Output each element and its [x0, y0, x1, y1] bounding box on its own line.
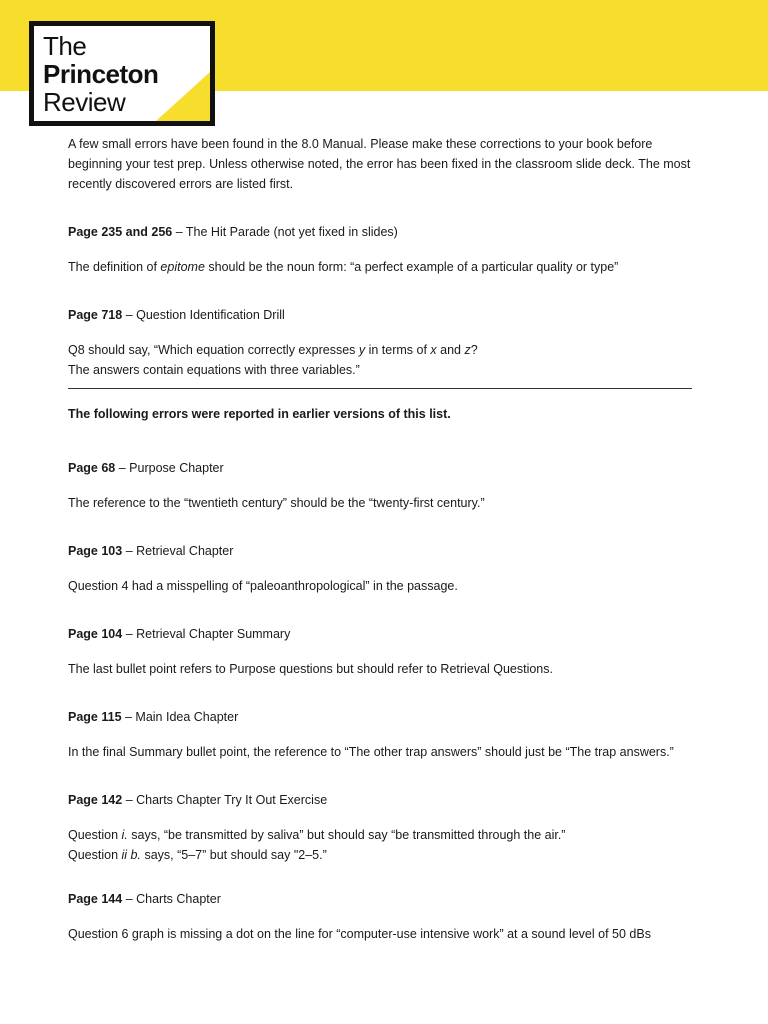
section-name: – Main Idea Chapter	[121, 710, 239, 724]
section-name: – Question Identification Drill	[122, 308, 285, 322]
text-part: and	[436, 343, 465, 357]
logo-text-the: The	[43, 31, 87, 61]
errata-content	[68, 134, 708, 944]
section-name: – Charts Chapter Try It Out Exercise	[122, 793, 328, 807]
entry-text-line2: The answers contain equations with three variables.”	[68, 363, 360, 377]
page-ref: Page 235 and 256	[68, 225, 173, 239]
section-name: – The Hit Parade (not yet fixed in slides)	[172, 225, 398, 239]
page-ref: Page 142	[68, 793, 123, 807]
text-part: in terms of	[365, 343, 431, 357]
text-part: ?	[470, 343, 478, 357]
section-name: – Retrieval Chapter	[122, 544, 234, 558]
entry-text: In the final Summary bullet point, the reference to “The other trap answers” should just be “The trap answers.”	[68, 745, 674, 759]
text-part: says, “be transmitted by saliva” but should say “be transmitted through the air.”	[127, 828, 566, 842]
item-numeral: ii b.	[121, 848, 141, 862]
page-ref: Page 103	[68, 544, 123, 558]
entry-heading	[68, 541, 708, 561]
section-name: – Charts Chapter	[122, 892, 221, 906]
page-ref: Page 144	[68, 892, 123, 906]
variable-y: y	[358, 343, 366, 357]
page-ref: Page 68	[68, 461, 116, 475]
logo-text-princeton: Princeton	[43, 59, 159, 89]
entry-text	[68, 257, 708, 277]
page-ref: Page 718	[68, 308, 123, 322]
entry-heading	[68, 305, 708, 325]
intro-paragraph: A few small errors have been found in the 8.0 Manual. Please make these corrections to your book before beginning your test prep. Unless otherwise noted, the error has been fixed in the classroom slide deck. The most recently discovered errors are listed first.	[68, 137, 691, 191]
entry-heading	[68, 458, 708, 478]
entry-text: The last bullet point refers to Purpose questions but should refer to Retrieval Questions.	[68, 662, 553, 676]
entry-text	[68, 825, 708, 845]
text-part: Question	[68, 828, 122, 842]
entry-text	[68, 340, 708, 360]
entry-text-line2	[68, 845, 708, 865]
variable-x: x	[430, 343, 437, 357]
text-part: Question	[68, 848, 122, 862]
logo-text-review: Review	[43, 87, 126, 117]
divider-line	[68, 388, 692, 389]
entry-heading	[68, 624, 708, 644]
earlier-versions-notice: The following errors were reported in earlier versions of this list.	[68, 407, 451, 421]
text-part: says, “5–7” but should say "2–5.”	[140, 848, 327, 862]
page-ref: Page 104	[68, 627, 123, 641]
text-part: should be the noun form: “a perfect example of a particular quality or type”	[204, 260, 619, 274]
item-numeral: i.	[121, 828, 128, 842]
entry-text: Question 4 had a misspelling of “paleoanthropological” in the passage.	[68, 579, 458, 593]
entry-heading	[68, 707, 708, 727]
entry-heading	[68, 222, 708, 242]
text-part: Q8 should say, “Which equation correctly expresses	[68, 343, 359, 357]
entry-text: The reference to the “twentieth century” should be the “twenty-first century.”	[68, 496, 485, 510]
section-name: – Purpose Chapter	[115, 461, 224, 475]
page-ref: Page 115	[68, 710, 122, 724]
text-part: The definition of	[68, 260, 161, 274]
entry-heading	[68, 889, 708, 909]
entry-text: Question 6 graph is missing a dot on the line for “computer-use intensive work” at a sound level of 50 dBs	[68, 927, 651, 941]
entry-heading	[68, 790, 708, 810]
emphasized-word: epitome	[160, 260, 205, 274]
princeton-review-logo	[29, 21, 215, 126]
variable-z: z	[464, 343, 471, 357]
section-name: – Retrieval Chapter Summary	[122, 627, 291, 641]
